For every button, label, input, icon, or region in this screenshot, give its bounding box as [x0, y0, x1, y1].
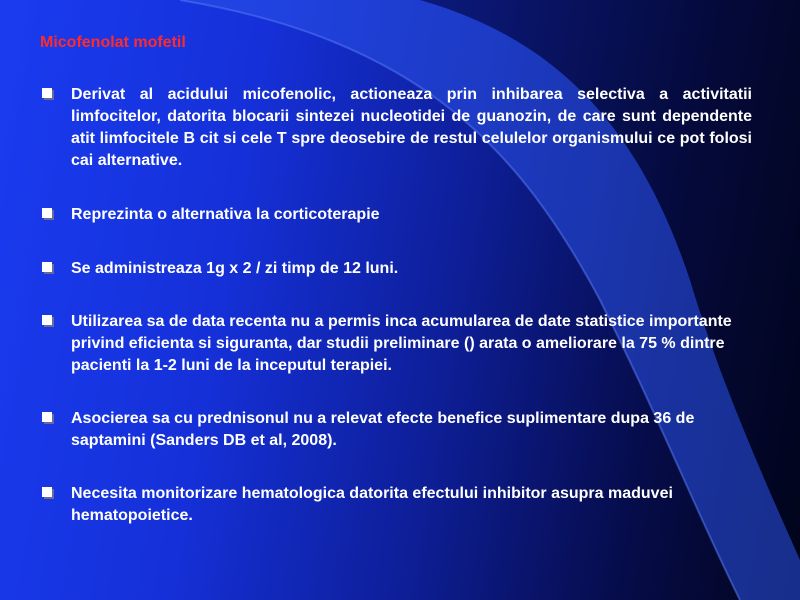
bullet-text: Utilizarea sa de data recenta nu a permis inca acumularea de date statistice importante privind eficienta si siguranta, dar studii preliminare () arata o ameliorare la 75 % dintre pacienti la 1-2 luni de la inceputul terapiei.	[71, 313, 732, 374]
square-bullet-icon	[42, 208, 52, 218]
bullet-text: Se administreaza 1g x 2 / zi timp de 12 luni.	[71, 260, 399, 277]
list-item	[40, 204, 752, 226]
list-item	[40, 258, 752, 280]
list-item	[40, 84, 752, 172]
bullet-text: Asocierea sa cu prednisonul nu a relevat efecte benefice suplimentare dupa 36 de saptamini (Sanders DB et al, 2008).	[71, 410, 695, 449]
list-item	[40, 483, 752, 527]
square-bullet-icon	[42, 412, 52, 422]
slide-title: Micofenolat mofetil	[40, 34, 186, 51]
square-bullet-icon	[42, 315, 52, 325]
bullet-text: Reprezinta o alternativa la corticoterapie	[71, 206, 380, 223]
square-bullet-icon	[42, 262, 52, 272]
square-bullet-icon	[42, 487, 52, 497]
square-bullet-icon	[42, 88, 52, 98]
bullet-text: Necesita monitorizare hematologica datorita efectului inhibitor asupra maduvei hematopoietice.	[71, 485, 673, 524]
list-item	[40, 311, 752, 377]
list-item	[40, 408, 752, 452]
bullet-list	[40, 84, 752, 527]
bullet-text: Derivat al acidului micofenolic, actioneaza prin inhibarea selectiva a activitatii limfocitelor, datorita blocarii sintezei nucleotidei de guanozin, de care sunt dependente atit limfocitele B cit si cele T spre deosebire de restul celulelor organismului ce pot folosi cai alternative.	[71, 86, 752, 169]
